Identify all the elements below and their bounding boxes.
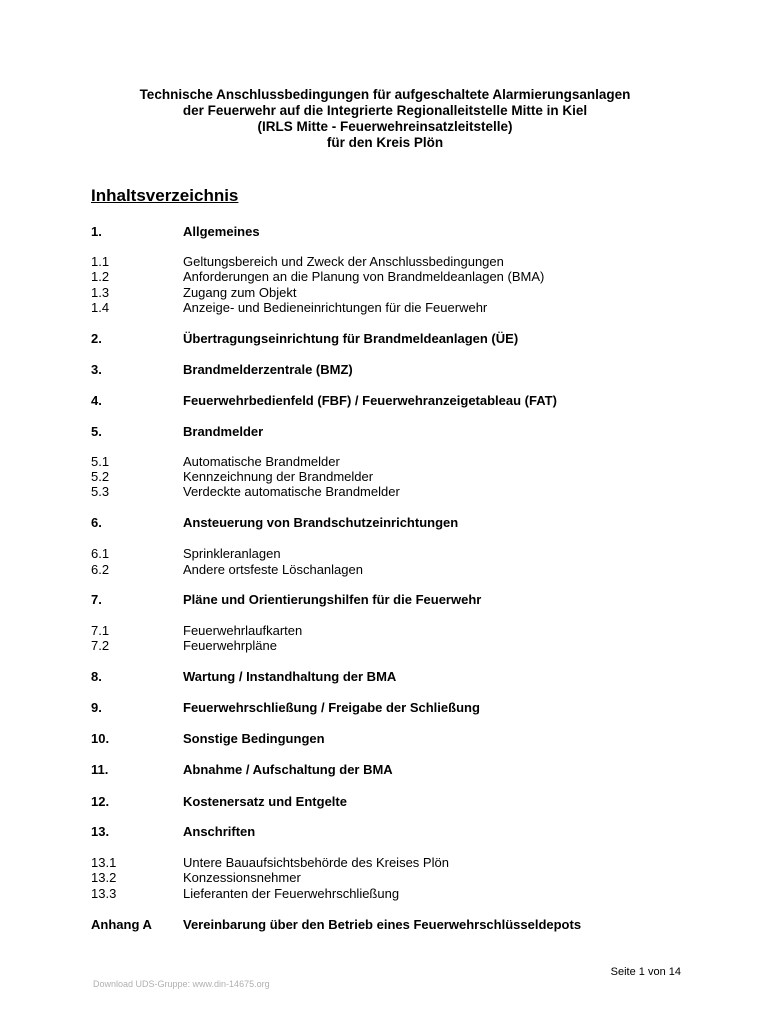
toc-title: Brandmelder — [183, 424, 264, 439]
toc-number: 4. — [91, 393, 102, 408]
toc-title: Abnahme / Aufschaltung der BMA — [183, 762, 393, 777]
toc-number: 10. — [91, 731, 110, 746]
toc-title: Kennzeichnung der Brandmelder — [183, 469, 374, 484]
toc-title: Konzessionsnehmer — [183, 870, 301, 885]
toc-title: Verdeckte automatische Brandmelder — [183, 484, 400, 499]
toc-number: 1.4 — [91, 300, 110, 315]
toc-number: 1. — [91, 224, 102, 239]
toc-title: Andere ortsfeste Löschanlagen — [183, 562, 363, 577]
toc-number: 6.1 — [91, 546, 110, 561]
toc-title: Zugang zum Objekt — [183, 285, 297, 300]
toc-title: Feuerwehrlaufkarten — [183, 623, 303, 638]
toc-title: Anzeige- und Bedieneinrichtungen für die Feuerwehr — [183, 300, 488, 315]
toc-number: 13.3 — [91, 886, 117, 901]
toc-title: Automatische Brandmelder — [183, 454, 340, 469]
toc-number: 3. — [91, 362, 102, 377]
toc-number: 8. — [91, 669, 102, 684]
title-line-2: der Feuerwehr auf die Integrierte Regionalleitstelle Mitte in Kiel — [182, 103, 588, 118]
toc-title: Feuerwehrpläne — [183, 638, 277, 653]
page-number: Seite 1 von 14 — [610, 966, 681, 978]
document-title — [0, 87, 770, 151]
toc-title: Wartung / Instandhaltung der BMA — [183, 669, 397, 684]
toc-title: Sprinkleranlagen — [183, 546, 281, 561]
download-watermark: Download UDS-Gruppe: www.din-14675.org — [93, 979, 270, 989]
toc-number: 7.2 — [91, 638, 110, 653]
toc-title: Sonstige Bedingungen — [183, 731, 325, 746]
toc-title: Lieferanten der Feuerwehrschließung — [183, 886, 400, 901]
toc-number: 1.2 — [91, 269, 110, 284]
toc-title: Untere Bauaufsichtsbehörde des Kreises Plön — [183, 855, 449, 870]
toc-number: 13.2 — [91, 870, 117, 885]
toc-number: 5.3 — [91, 484, 110, 499]
toc-number: 7. — [91, 592, 102, 607]
toc-number: 12. — [91, 794, 110, 809]
title-line-3: (IRLS Mitte - Feuerwehreinsatzleitstelle) — [257, 119, 513, 134]
toc-heading: Inhaltsverzeichnis — [91, 186, 239, 205]
toc-number: 5.2 — [91, 469, 110, 484]
toc-number: 6. — [91, 515, 102, 530]
toc-number: 6.2 — [91, 562, 110, 577]
toc-title: Pläne und Orientierungshilfen für die Feuerwehr — [183, 592, 482, 607]
toc-number: 5. — [91, 424, 102, 439]
toc-title: Übertragungseinrichtung für Brandmeldeanlagen (ÜE) — [183, 331, 519, 346]
toc-number: 1.3 — [91, 285, 110, 300]
toc-title: Geltungsbereich und Zweck der Anschlussbedingungen — [183, 254, 504, 269]
toc-title: Anschriften — [183, 824, 256, 839]
toc-title: Kostenersatz und Entgelte — [183, 794, 347, 809]
toc-title: Ansteuerung von Brandschutzeinrichtungen — [183, 515, 459, 530]
toc-title: Vereinbarung über den Betrieb eines Feuerwehrschlüsseldepots — [183, 917, 582, 932]
toc-title: Brandmelderzentrale (BMZ) — [183, 362, 353, 377]
toc-title: Allgemeines — [183, 224, 260, 239]
toc-number: 13. — [91, 824, 110, 839]
toc-number: 13.1 — [91, 855, 117, 870]
toc-title: Anforderungen an die Planung von Brandmeldeanlagen (BMA) — [183, 269, 545, 284]
toc-number: 7.1 — [91, 623, 110, 638]
toc-number: 5.1 — [91, 454, 110, 469]
toc-number: 9. — [91, 700, 102, 715]
toc-number: 11. — [91, 762, 109, 777]
title-line-4: für den Kreis Plön — [326, 135, 444, 150]
toc-number: 2. — [91, 331, 102, 346]
title-line-1: Technische Anschlussbedingungen für aufgeschaltete Alarmierungsanlagen — [139, 87, 631, 102]
toc-number: Anhang A — [91, 917, 152, 932]
toc-title: Feuerwehrschließung / Freigabe der Schließung — [183, 700, 480, 715]
toc-title: Feuerwehrbedienfeld (FBF) / Feuerwehranzeigetableau (FAT) — [183, 393, 557, 408]
toc-number: 1.1 — [91, 254, 110, 269]
